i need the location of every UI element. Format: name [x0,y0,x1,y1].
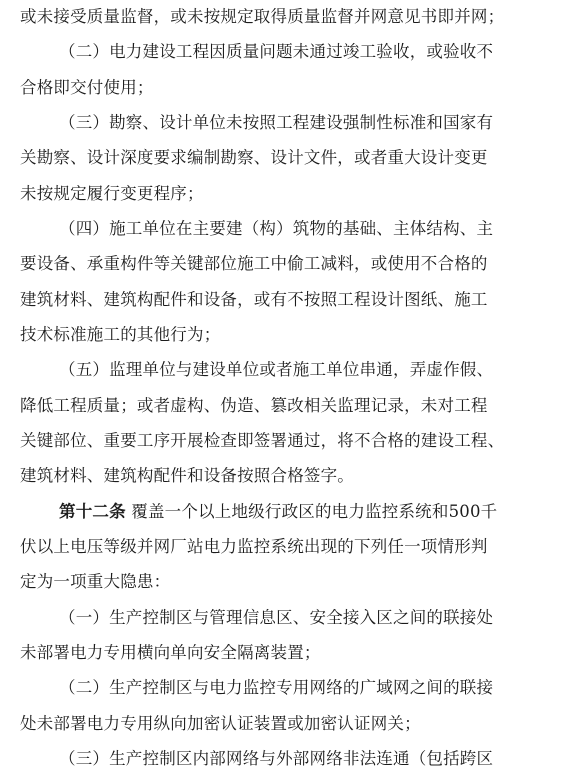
text-line-22: （三）生产控制区内部网络与外部网络非法连通（包括跨区 [59,749,494,768]
text-line-9: 建筑材料、建筑构配件和设备，或有不按照工程设计图纸、施工 [20,289,488,309]
text-line-1: 或未接受质量监督，或未按规定取得质量监督并网意见书即并网； [20,7,505,26]
text-line-20: （二）生产控制区与电力监控专用网络的广域网之间的联接 [59,678,494,698]
article-heading: 第十二条 [59,501,126,521]
text-line-17: 定为一项重大隐患： [20,572,171,592]
text-line-12: 降低工程质量；或者虚构、伪造、篡改相关监理记录，未对工程 [20,395,488,415]
article-line [59,500,545,524]
text-line-11: （五）监理单位与建设单位或者施工单位串通，弄虚作假、 [59,360,494,380]
text-line-21: 处未部署电力专用纵向加密认证装置或加密认证网关； [20,713,421,733]
text-line-3: 合格即交付使用； [20,77,154,97]
text-line-5: 关勘察、设计深度要求编制勘察、设计文件，或者重大设计变更 [20,148,488,168]
text-line-14: 建筑材料、建筑构配件和设备按照合格签字。 [20,466,354,486]
text-line-6: 未按规定履行变更程序； [20,183,204,203]
text-line-8: 要设备、承重构件等关键部位施工中偷工减料，或使用不合格的 [20,254,488,274]
text-line-16: 伏以上电压等级并网厂站电力监控系统出现的下列任一项情形判 [20,537,488,556]
text-line-4: （三）勘察、设计单位未按照工程建设强制性标准和国家有 [59,113,494,132]
text-line-7: （四）施工单位在主要建（构）筑物的基础、主体结构、主 [59,219,494,238]
text-line-13: 关键部位、重要工序开展检查即签署通过，将不合格的建设工程、 [20,431,505,450]
text-line-2: （二）电力建设工程因质量问题未通过竣工验收，或验收不 [59,42,494,62]
article-line-text: 覆盖一个以上地级行政区的电力监控系统和500千 [131,501,498,521]
text-line-18: （一）生产控制区与管理信息区、安全接入区之间的联接处 [59,607,494,627]
text-line-10: 技术标准施工的其他行为； [20,325,221,344]
text-line-19: 未部署电力专用横向单向安全隔离装置； [20,643,321,662]
